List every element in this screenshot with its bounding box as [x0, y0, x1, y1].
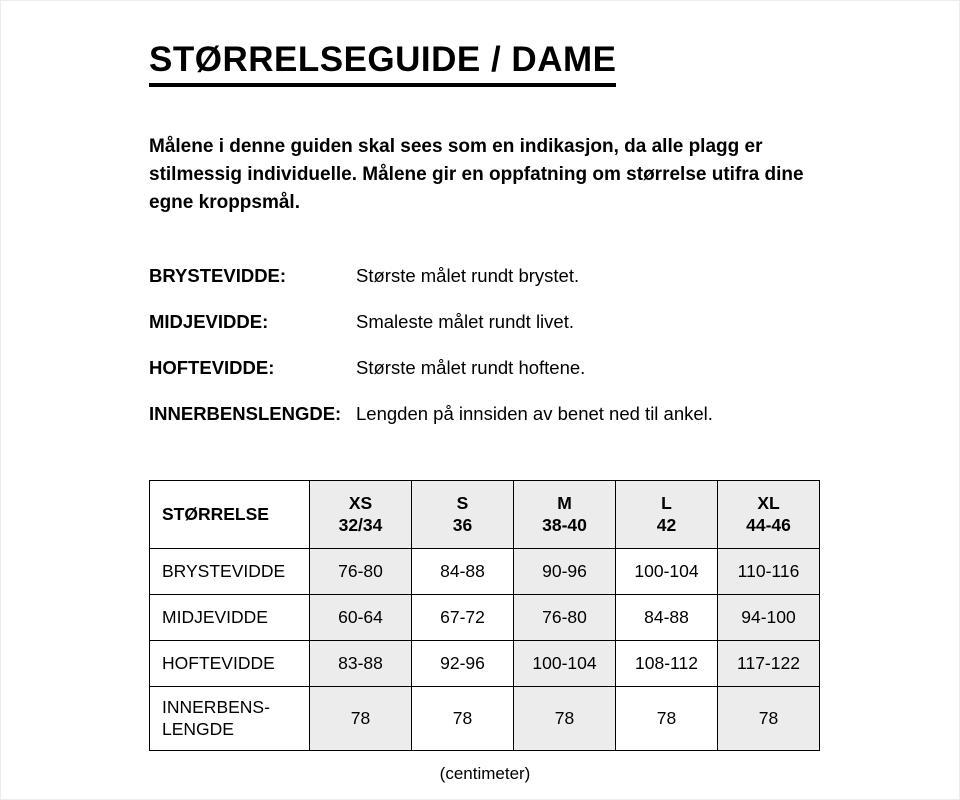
value-cell: 100-104	[616, 548, 718, 594]
definition-row-hoftevidde	[149, 357, 821, 378]
size-table-header-row	[150, 480, 820, 548]
value-cell: 78	[310, 686, 412, 750]
header-sub-label: 42	[656, 515, 677, 535]
table-row-brystevidde	[150, 548, 820, 594]
value-cell: 84-88	[616, 594, 718, 640]
size-table	[149, 480, 820, 751]
header-label: M	[557, 493, 572, 513]
table-row-hoftevidde	[150, 640, 820, 686]
value-cell: 76-80	[310, 548, 412, 594]
value-cell: 92-96	[412, 640, 514, 686]
definition-row-brystevidde	[149, 265, 821, 286]
value-cell: 108-112	[616, 640, 718, 686]
header-label: S	[456, 493, 469, 513]
header-cell-l	[616, 480, 718, 548]
value-cell: 78	[718, 686, 820, 750]
header-label: XS	[348, 493, 373, 513]
value-cell: 78	[616, 686, 718, 750]
definition-desc: Smaleste målet rundt livet.	[356, 310, 574, 332]
value-cell: 76-80	[514, 594, 616, 640]
header-sub-label: 36	[452, 515, 473, 535]
page-title: STØRRELSEGUIDE / DAME	[149, 41, 616, 87]
header-label: XL	[757, 493, 780, 513]
definition-desc: Lengden på innsiden av benet ned til ankel.	[356, 402, 713, 424]
header-cell-xs	[310, 480, 412, 548]
value-cell: 100-104	[514, 640, 616, 686]
definition-desc: Største målet rundt hoftene.	[356, 356, 586, 378]
header-sub-label: 38-40	[542, 515, 587, 535]
document-content	[1, 1, 821, 784]
definition-term: BRYSTEVIDDE:	[149, 264, 287, 286]
value-cell: 78	[514, 686, 616, 750]
row-label-cell: HOFTEVIDDE	[150, 640, 310, 686]
value-cell: 94-100	[718, 594, 820, 640]
value-cell: 117-122	[718, 640, 820, 686]
definition-term: MIDJEVIDDE:	[149, 310, 269, 332]
value-cell: 90-96	[514, 548, 616, 594]
header-label: L	[661, 493, 672, 513]
definition-term: HOFTEVIDDE:	[149, 356, 275, 378]
value-cell: 110-116	[718, 548, 820, 594]
row-label-cell: INNERBENS-LENGDE	[150, 686, 310, 750]
value-cell: 78	[412, 686, 514, 750]
value-cell: 83-88	[310, 640, 412, 686]
header-sub-label: 32/34	[338, 515, 383, 535]
value-cell: 60-64	[310, 594, 412, 640]
table-row-midjevidde	[150, 594, 820, 640]
unit-note: (centimeter)	[439, 763, 531, 783]
table-row-innerbenslengde	[150, 686, 820, 750]
definitions-list	[149, 265, 821, 424]
header-cell-xl	[718, 480, 820, 548]
header-sub-label: 44-46	[746, 515, 791, 535]
header-cell-s	[412, 480, 514, 548]
definition-row-innerbenslengde	[149, 403, 821, 424]
definition-desc: Største målet rundt brystet.	[356, 264, 580, 286]
header-cell-storrelse	[150, 480, 310, 548]
row-label-cell: BRYSTEVIDDE	[150, 548, 310, 594]
row-label-cell: MIDJEVIDDE	[150, 594, 310, 640]
value-cell: 84-88	[412, 548, 514, 594]
definition-row-midjevidde	[149, 311, 821, 332]
definition-term: INNERBENSLENGDE:	[149, 402, 342, 424]
intro-text: Målene i denne guiden skal sees som en indikasjon, da alle plagg er stilmessig individuelle. Målene gir en oppfatning om størrelse utifra dine egne kroppsmål.	[149, 135, 804, 213]
header-cell-m	[514, 480, 616, 548]
value-cell: 67-72	[412, 594, 514, 640]
header-label: STØRRELSE	[162, 504, 269, 524]
